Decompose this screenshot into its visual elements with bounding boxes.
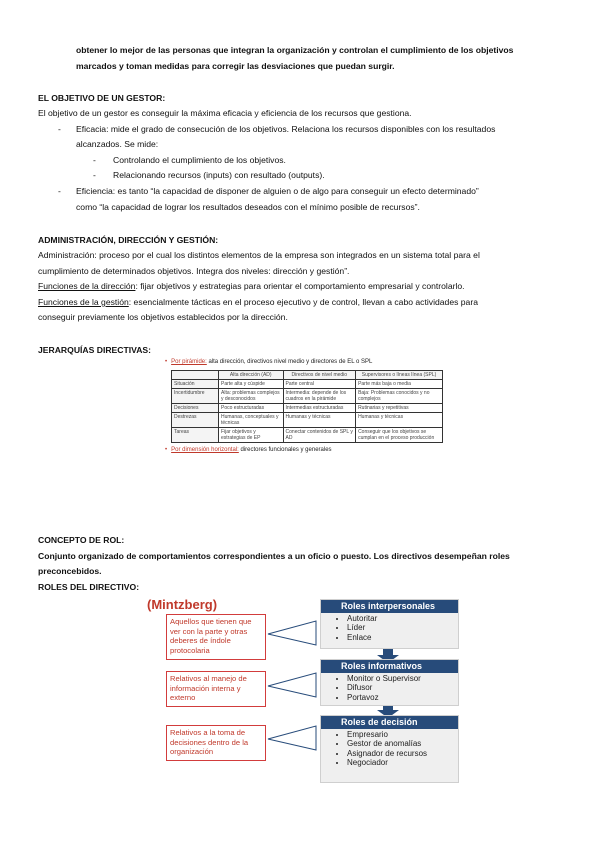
bullet-dash: - [58, 124, 61, 134]
decision-description: Relativos a la toma de decisiones dentro de la organización [166, 725, 266, 761]
table-cell: Destrezas [172, 413, 219, 428]
roles-informativos-title: Roles informativos [321, 660, 458, 673]
eficiencia-line-2: como “la capacidad de lograr los resultados deseados con el mínimo posible de recursos”. [76, 202, 420, 212]
mintzberg-title: (Mintzberg) [147, 597, 218, 612]
section-heading-rol: CONCEPTO DE ROL: [38, 535, 125, 545]
objetivo-body: El objetivo de un gestor es conseguir la máxima eficacia y eficiencia de los recursos que gestiona. [38, 108, 412, 118]
table-cell: Alta: problemas complejos y desconocidos [219, 389, 284, 404]
arrow-interpersonal [268, 621, 316, 645]
table-row [172, 428, 443, 443]
intro-line-1: obtener lo mejor de las personas que integran la organización y controlan el cumplimiento de los objetivos [76, 45, 514, 55]
list-item: • Líder [347, 623, 458, 632]
hierarchy-bullet-horizontal: • Por dimensión horizontal: directores funcionales y generales [165, 447, 332, 453]
table-header-cell: Alta dirección (AD) [219, 371, 284, 380]
piramide-label: Por pirámide: [171, 359, 207, 365]
table-cell: Rutinarias y repetitivas [356, 404, 443, 413]
horizontal-label: Por dimensión horizontal: [171, 447, 239, 453]
table-row [172, 404, 443, 413]
list-item: • Negociador [347, 758, 458, 767]
direccion-text: : fijar objetivos y estrategias para orientar el comportamiento empresarial y controlarlo. [135, 281, 465, 291]
table-header-cell: Directivos de nivel medio [283, 371, 356, 380]
table-cell: Humanas, conceptuales y técnicas [219, 413, 284, 428]
section-heading-admin: ADMINISTRACIÓN, DIRECCIÓN Y GESTIÓN: [38, 235, 219, 245]
bullet-dash: - [93, 170, 96, 180]
list-item: • Difusor [347, 683, 458, 692]
list-item: • Gestor de anomalías [347, 739, 458, 748]
direccion-paragraph [38, 281, 465, 292]
table-cell: Conseguir que los objetivos se cumplan en el proceso producción [356, 428, 443, 443]
table-cell: Conectar contenidos de SPL y AD [283, 428, 356, 443]
list-item: • Empresario [347, 730, 458, 739]
table-row [172, 413, 443, 428]
list-item: • Portavoz [347, 693, 458, 702]
table-header-row [172, 371, 443, 380]
table-cell: Poco estructuradas [219, 404, 284, 413]
list-item: • Asignador de recursos [347, 749, 458, 758]
table-cell: Intermedia: depende de los cuadros en la pirámide [283, 389, 356, 404]
table-cell: Incertidumbre [172, 389, 219, 404]
interpersonal-description: Aquellos que tienen que ver con la parte y otras deberes de índole protocolaria [166, 614, 266, 660]
table-row [172, 389, 443, 404]
roles-interpersonales-title: Roles interpersonales [321, 600, 458, 613]
table-row [172, 380, 443, 389]
list-item: • Monitor o Supervisor [347, 674, 458, 683]
arrow-decision [268, 726, 316, 750]
table-cell: Parte más baja o media [356, 380, 443, 389]
eficiencia-line-1: Eficiencia: es tanto “la capacidad de disponer de alguien o de algo para conseguir un efecto determinado” [76, 186, 479, 196]
list-item: • Enlace [347, 633, 458, 642]
roles-informativos-box [320, 659, 459, 706]
hierarchy-bullet-piramide: • Por pirámide: alta dirección, directivos nivel medio y directores de EL o SPL [165, 359, 373, 365]
table-cell: Parte alta y cúspide [219, 380, 284, 389]
admin-line-1: Administración: proceso por el cual los distintos elementos de la empresa son integrados en un sistema total para el [38, 250, 480, 260]
list-item: • Autoritar [347, 614, 458, 623]
eficacia-sub-2: Relacionando recursos (inputs) con resultado (outputs). [113, 170, 325, 180]
hierarchy-figure [165, 358, 441, 455]
section-heading-roles: ROLES DEL DIRECTIVO: [38, 582, 140, 592]
table-cell: Fijar objetivos y estrategias de EP [219, 428, 284, 443]
rol-line-1: Conjunto organizado de comportamientos correspondientes a un oficio o puesto. Los directivos desempeñan roles [38, 551, 510, 561]
piramide-text: alta dirección, directivos nivel medio y directores de EL o SPL [206, 359, 373, 365]
gestion-term: Funciones de la gestión [38, 297, 129, 307]
table-cell: Parte central [283, 380, 356, 389]
hierarchy-table [171, 370, 443, 443]
mintzberg-diagram [147, 597, 459, 783]
bullet-dash: - [58, 186, 61, 196]
eficacia-sub-1: Controlando el cumplimiento de los objetivos. [113, 155, 286, 165]
roles-decision-box [320, 715, 459, 783]
eficacia-line-1: Eficacia: mide el grado de consecución de los objetivos. Relaciona los recursos disponibles con los resultados [76, 124, 496, 134]
table-cell: Decisiones [172, 404, 219, 413]
bullet-dash: - [93, 155, 96, 165]
gestion-text: : esencialmente tácticas en el proceso ejecutivo y de control, llevan a cabo actividades para [128, 297, 478, 307]
direccion-term: Funciones de la dirección [38, 281, 136, 291]
admin-line-2: cumplimiento de determinados objetivos. Integra dos niveles: dirección y gestión”. [38, 266, 350, 276]
table-cell: Situación [172, 380, 219, 389]
informativos-description: Relativos al manejo de información interna y externo [166, 671, 266, 707]
section-heading-jerarquias: JERARQUÍAS DIRECTIVAS: [38, 345, 152, 355]
intro-line-2: marcados y toman medidas para corregir las desviaciones que puedan surgir. [76, 61, 395, 71]
table-header-cell [172, 371, 219, 380]
table-header-cell: Supervisores o líneas línea (SPL) [356, 371, 443, 380]
rol-line-2: preconcebidos. [38, 566, 102, 576]
table-cell: Humanas y técnicas [283, 413, 356, 428]
gestion-paragraph [38, 297, 478, 308]
table-cell: Baja: Problemas conocidos y no complejos [356, 389, 443, 404]
arrow-informativos [268, 673, 316, 697]
roles-decision-title: Roles de decisión [321, 716, 458, 729]
roles-interpersonales-box [320, 599, 459, 649]
gestion-line-2: conseguir previamente los objetivos establecidos por la dirección. [38, 312, 288, 322]
table-cell: Tareas [172, 428, 219, 443]
table-cell: Intermedias estructuradas [283, 404, 356, 413]
table-cell: Humanas y técnicas [356, 413, 443, 428]
section-heading-objetivo: EL OBJETIVO DE UN GESTOR: [38, 93, 166, 103]
eficacia-line-2: alcanzados. Se mide: [76, 139, 159, 149]
horizontal-text: directores funcionales y generales [238, 447, 332, 453]
